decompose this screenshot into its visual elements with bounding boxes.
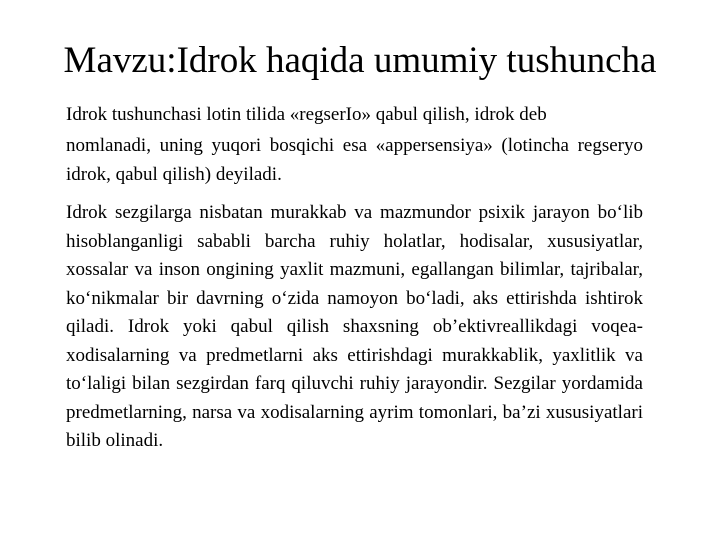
paragraph-intro-continuation: nomlanadi, uning yuqori bosqichi esa «appersensiya» (lotincha regseryo idrok, qabul qilish) deyiladi. — [66, 135, 643, 185]
paragraph-main: Idrok sezgilarga nisbatan murakkab va mazmundor psixik jarayon bo‘lib hisoblanganligi sababli barcha ruhiy holatlar, hodisalar, xususiyatlar, xossalar va inson ongining yaxlit mazmuni, egallangan bilimlar, tajribalar, ko‘nikmalar bir davrning o‘zida namoyon bo‘ladi, aks ettirishda ishtirok qiladi. Idrok yoki qabul qilish shaxsning ob’ektivreallikdagi voqea-xodisalarning va predmetlarni aks ettirishdagi murakkablik, yaxlitlik va to‘laligi bilan sezgirdan farq qiluvchi ruhiy jarayondir. Sezgilar yordamida predmetlarning, narsa va xodisalarning ayrim tomonlari, ba’zi xususiyatlari bilib olinadi. — [66, 202, 643, 451]
paragraph-intro-first-line: Idrok tushunchasi lotin tilida «regserIo» qabul qilish, idrok deb — [66, 104, 547, 125]
slide-body — [66, 98, 643, 456]
slide-title: Mavzu:Idrok haqida umumiy tushuncha — [63, 40, 657, 81]
